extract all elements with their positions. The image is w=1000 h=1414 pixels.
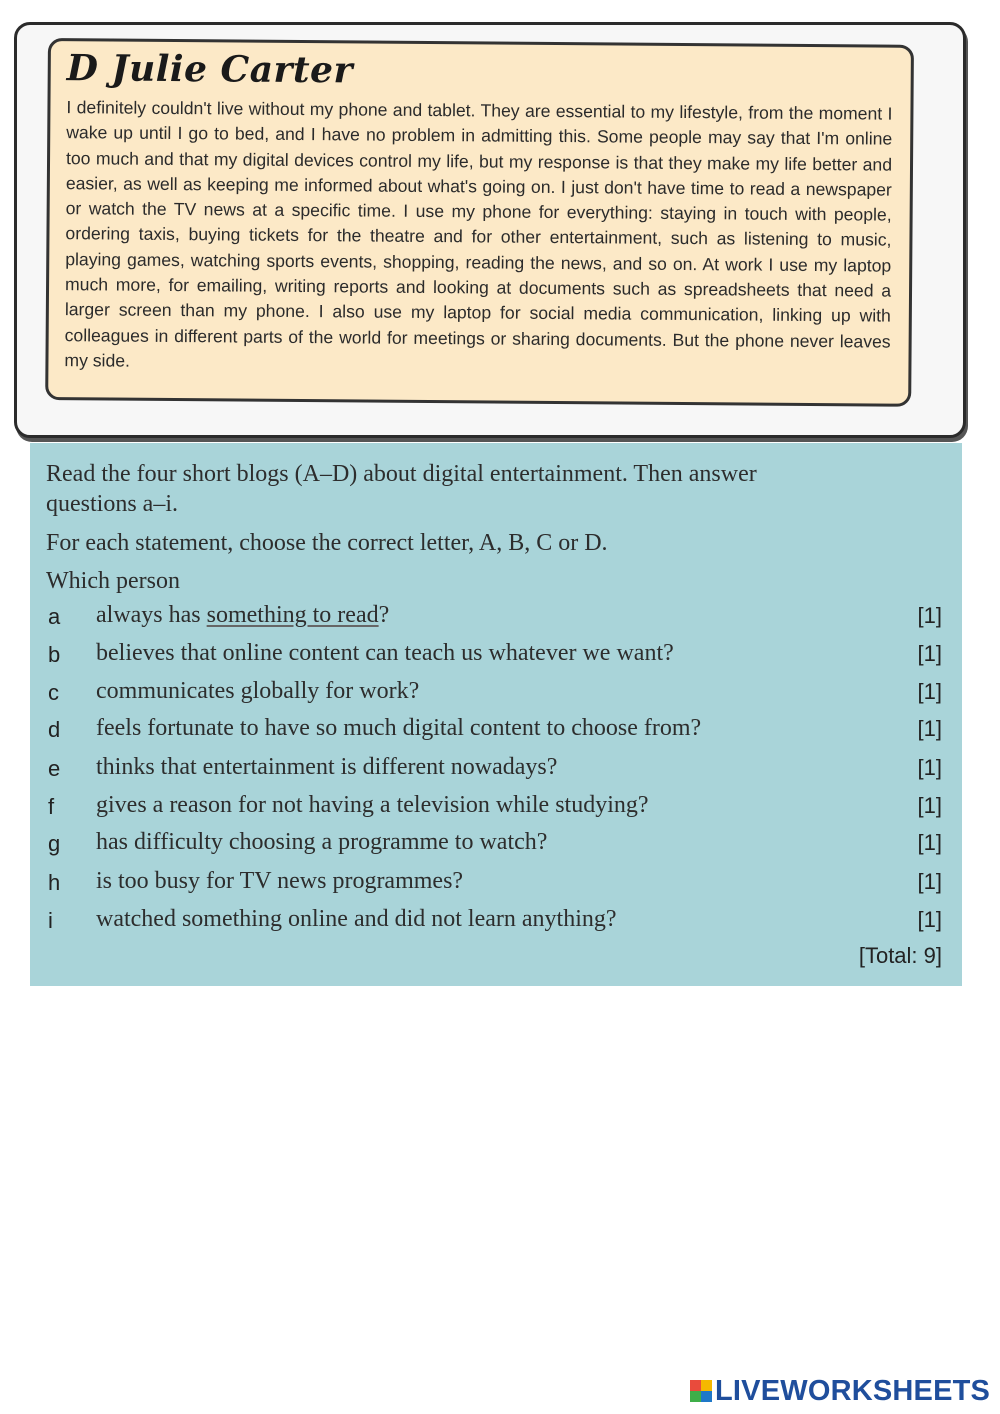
question-text: has difficulty choosing a programme to watch? (96, 829, 548, 855)
instruction-line: Read the four short blogs (A–D) about digital entertainment. Then answer (46, 461, 757, 487)
question-text: gives a reason for not having a television while studying? (96, 792, 649, 818)
question-panel (30, 443, 962, 986)
question-letter: c (48, 680, 59, 705)
question-letter: i (48, 908, 53, 933)
question-row-f (30, 792, 962, 830)
question-mark: [1] (917, 641, 942, 666)
instruction-line: questions a–i. (46, 491, 178, 517)
logo-text: LIVEWORKSHEETS (715, 1374, 991, 1407)
which-person-label: Which person (46, 568, 180, 594)
question-text: is too busy for TV news programmes? (96, 868, 464, 894)
question-text: thinks that entertainment is different nowadays? (96, 754, 558, 780)
liveworksheets-logo (690, 1374, 990, 1408)
question-row-g (30, 829, 962, 867)
question-row-d (30, 715, 962, 753)
question-mark: [1] (917, 679, 942, 704)
blog-title: D Julie Carter (66, 47, 354, 92)
question-mark: [1] (917, 907, 942, 932)
question-row-e (30, 754, 962, 792)
question-letter: f (48, 794, 55, 819)
question-mark: [1] (917, 793, 942, 818)
logo-mark-icon (690, 1380, 712, 1402)
question-text: feels fortunate to have so much digital content to choose from? (96, 715, 702, 741)
question-letter: d (48, 717, 61, 742)
question-mark: [1] (917, 603, 942, 628)
blog-card (45, 38, 914, 407)
question-row-h (30, 868, 962, 906)
question-mark: [1] (917, 869, 942, 894)
total-marks: [Total: 9] (858, 943, 942, 968)
question-letter: e (48, 756, 61, 781)
question-letter: h (48, 870, 61, 895)
question-text: watched something online and did not learn anything? (96, 906, 617, 932)
underlined-phrase: something to read (206, 602, 379, 628)
question-row-b (30, 640, 962, 678)
question-letter: a (48, 604, 61, 629)
question-text: believes that online content can teach us whatever we want? (96, 640, 674, 666)
question-text: always has something to read? (96, 602, 390, 628)
question-row-c (30, 678, 962, 716)
question-text: communicates globally for work? (96, 678, 420, 704)
question-letter: b (48, 642, 61, 667)
blog-body: I definitely couldn't live without my phone and tablet. They are essential to my lifestyle, from the moment I wake up until I go to bed, and I have no problem in admitting this. Some people may say that I'm online too much and that my digital devices control my life, but my response is that they make my life better and easier, as well as keeping me informed about what's going on. I just don't have time to read a newspaper or watch the TV news at a specific time. I use my phone for everything: staying in touch with people, ordering taxis, buying tickets for the theatre and for other entertainment, such as listening to music, playing games, watching sports events, shopping, reading the news, and so on. At work I use my laptop much more, for emailing, writing reports and looking at documents such as spreadsheets that need a larger screen than my phone. I also use my laptop for social media communication, linking up with colleagues in different parts of the world for meetings or sharing documents. But the phone never leaves my side. (64, 97, 893, 371)
question-mark: [1] (917, 755, 942, 780)
question-row-a (30, 602, 962, 640)
question-mark: [1] (917, 716, 942, 741)
question-row-i (30, 906, 962, 944)
question-mark: [1] (917, 830, 942, 855)
question-letter: g (48, 831, 61, 856)
instruction-line: For each statement, choose the correct letter, A, B, C or D. (46, 530, 608, 556)
